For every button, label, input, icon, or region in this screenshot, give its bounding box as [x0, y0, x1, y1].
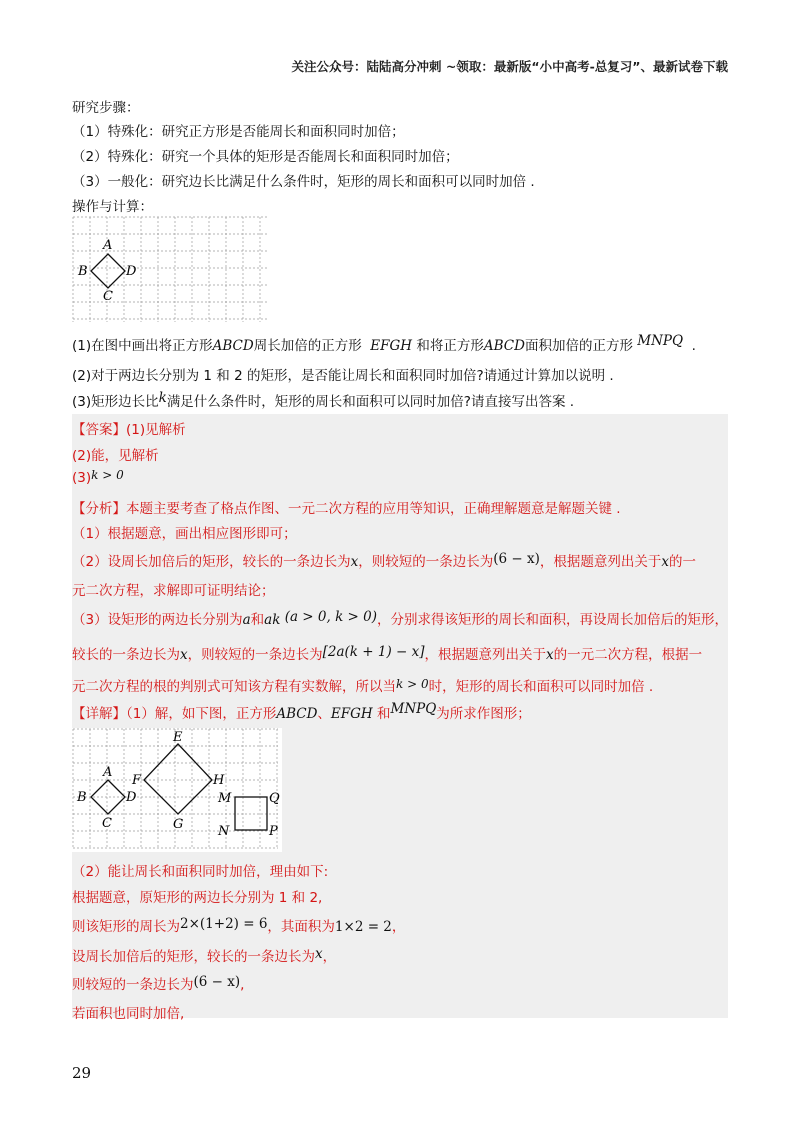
analysis-line-4: 元二次方程，求解即可证明结论； — [72, 583, 275, 599]
label-D: D — [126, 264, 137, 279]
part2-line-6: 若面积也同时加倍, — [72, 1006, 185, 1022]
analysis-line-1: 【分析】本题主要考查了格点作图、一元二次方程的应用等知识，正确理解题意是解题关键 . — [72, 501, 621, 517]
analysis-line-6: 较长的一条边长为x，则较短的一条边长为[2a(k + 1) − x]，根据题意列出关于x的一元二次方程，根据一 — [72, 644, 703, 663]
page-header: 关注公众号：陆陆高分冲刺 ~领取：最新版“小中高考-总复习”、最新试卷下载 — [291, 59, 728, 74]
part2-line-1: （2）能让周长和面积同时加倍，理由如下: — [72, 864, 329, 880]
label-D: D — [126, 790, 137, 805]
answer-2: (2)能，见解析 — [72, 448, 159, 464]
question-2: (2)对于两边长分别为 1 和 2 的矩形，是否能让周长和面积同时加倍?请通过计算加以说明 . — [72, 368, 614, 384]
label-G: G — [173, 817, 184, 832]
label-N: N — [218, 824, 230, 839]
question-3: (3)矩形边长比k满足什么条件时，矩形的周长和面积可以同时加倍?请直接写出答案 . — [72, 390, 575, 410]
analysis-line-3: （2）设周长加倍后的矩形，较长的一条边长为x，则较短的一条边长为(6 − x)，根据题意列出关于x的一 — [72, 551, 696, 570]
analysis-line-2: （1）根据题意，画出相应图形即可； — [72, 526, 297, 542]
question-1: (1)在图中画出将正方形ABCD周长加倍的正方形 EFGH 和将正方形ABCD面积加倍的正方形 MNPQ . — [72, 333, 696, 354]
label-F: F — [132, 773, 142, 788]
part2-line-2: 根据题意，原矩形的两边长分别为 1 和 2, — [72, 890, 323, 906]
label-C: C — [103, 289, 113, 304]
detail-line-1: 【详解】（1）解，如下图，正方形ABCD、EFGH 和MNPQ为所求作图形； — [72, 701, 531, 722]
step-2: （2）特殊化：研究一个具体的矩形是否能周长和面积同时加倍； — [72, 149, 459, 165]
label-A: A — [103, 765, 113, 780]
label-B: B — [78, 264, 88, 279]
label-M: M — [218, 791, 232, 806]
figure-grid-2 — [72, 728, 282, 852]
analysis-line-7: 元二次方程的根的判别式可知该方程有实数解，所以当k > 0时，矩形的周长和面积可以同时加倍 . — [72, 677, 654, 695]
steps-title: 研究步骤： — [72, 100, 140, 116]
part2-line-3: 则该矩形的周长为2×(1+2) = 6，其面积为1×2 = 2， — [72, 916, 406, 935]
analysis-line-5: （3）设矩形的两边长分别为a和ak (a > 0, k > 0)，分别求得该矩形的周长和面积，再设周长加倍后的矩形， — [72, 609, 728, 628]
step-3: （3）一般化：研究边长比满足什么条件时，矩形的周长和面积可以同时加倍 . — [72, 174, 535, 190]
label-E: E — [173, 730, 183, 745]
label-Q: Q — [269, 791, 280, 806]
part2-line-4: 设周长加倍后的矩形，较长的一条边长为x， — [72, 946, 337, 965]
page-number: 29 — [72, 1064, 92, 1082]
part2-line-5: 则较短的一条边长为(6 − x), — [72, 974, 245, 993]
answer-3: (3)k > 0 — [72, 468, 124, 486]
label-P: P — [269, 824, 278, 839]
figure-grid-1 — [72, 216, 272, 324]
label-H: H — [213, 773, 225, 788]
step-1: （1）特殊化：研究正方形是否能周长和面积同时加倍； — [72, 124, 405, 140]
ops-title: 操作与计算： — [72, 199, 153, 215]
answer-1: 【答案】(1)见解析 — [72, 422, 186, 438]
square-abcd — [91, 254, 125, 288]
label-A: A — [103, 238, 113, 253]
label-C: C — [102, 816, 112, 831]
label-B: B — [77, 790, 87, 805]
